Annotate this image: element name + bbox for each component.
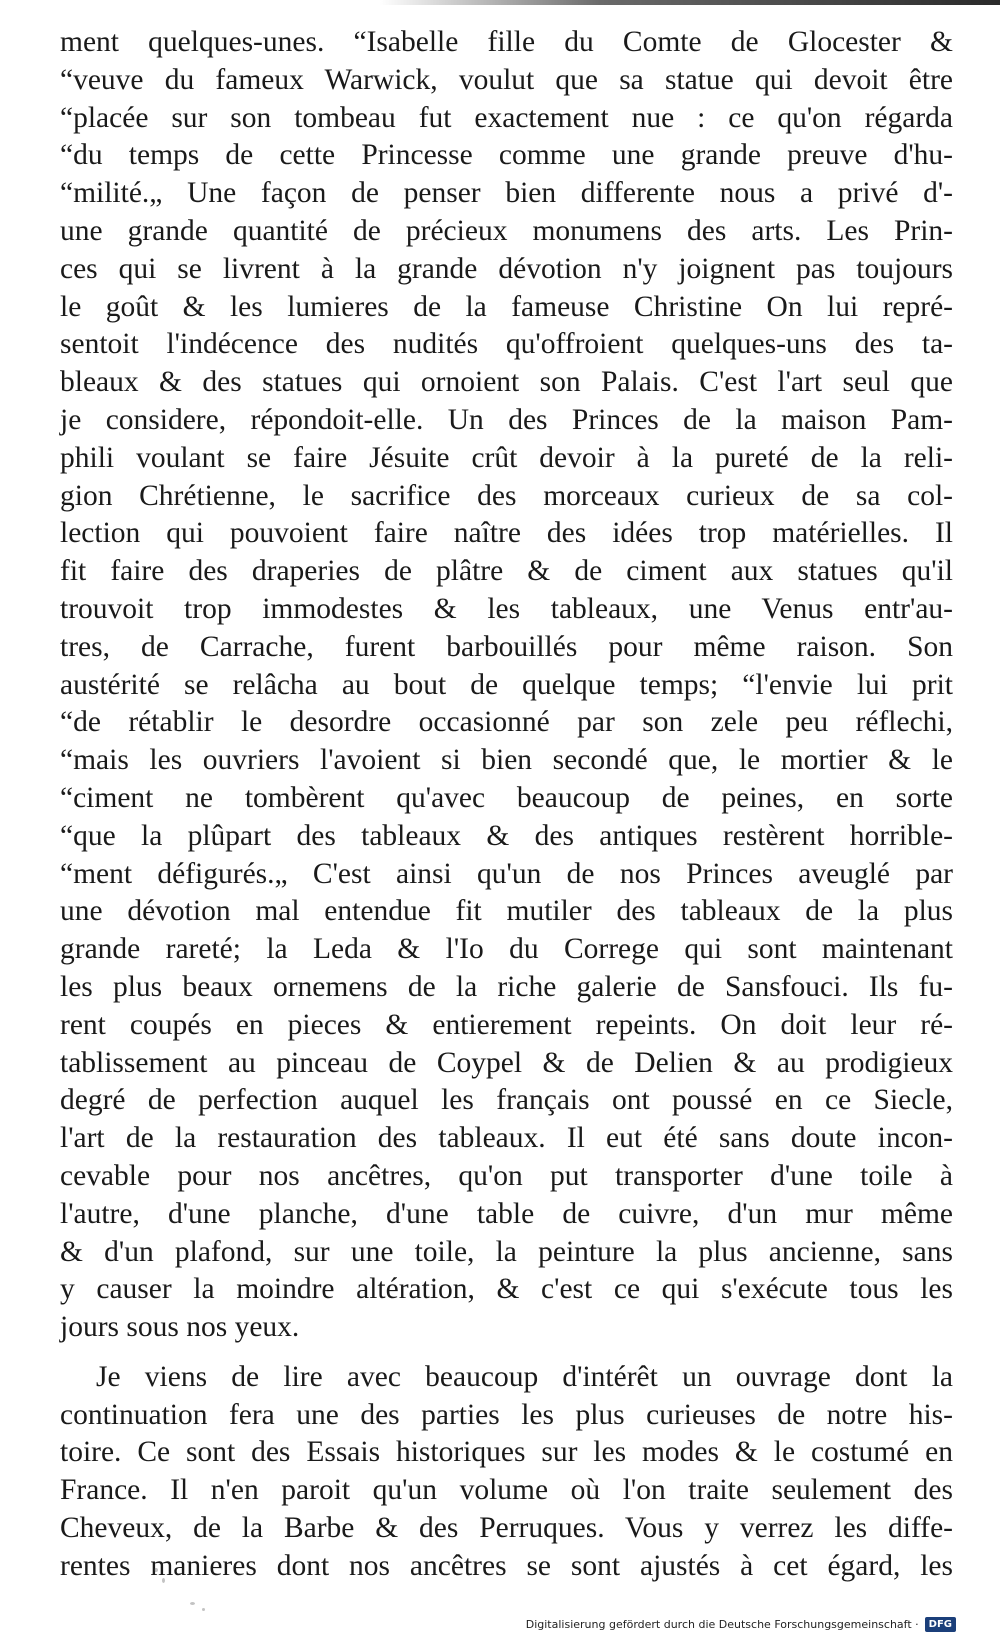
text-line: austérité se relâcha au bout de quelque temps; “l'envie lui prit	[60, 668, 953, 701]
paragraph-2	[60, 1359, 953, 1586]
text-line: Je viens de lire avec beaucoup d'intérêt un ouvrage dont la	[96, 1360, 953, 1393]
text-line: “veuve du fameux Warwick, voulut que sa statue qui devoit être	[60, 63, 953, 96]
footer-credit: Digitalisierung gefördert durch die Deutsche Forschungsgemeinschaft ·	[525, 1618, 919, 1631]
text-line: trouvoit trop immodestes & les tableaux, une Venus entr'au-	[60, 592, 953, 625]
scan-speck	[154, 1568, 158, 1572]
scan-speck	[202, 1608, 205, 1611]
text-line: “que la plûpart des tableaux & des antiques restèrent horrible-	[60, 819, 953, 852]
digitization-footer	[526, 1617, 956, 1632]
text-line: ces qui se livrent à la grande dévotion n'y joignent pas toujours	[60, 252, 953, 285]
text-line: tablissement au pinceau de Coypel & de Delien & au prodigieux	[60, 1046, 953, 1079]
text-line: & d'un plafond, sur une toile, la peinture la plus ancienne, sans	[60, 1235, 953, 1268]
text-line: phili voulant se faire Jésuite crût devoir à la pureté de la reli-	[60, 441, 953, 474]
text-line: “milité.„ Une façon de penser bien differente nous a privé d'-	[60, 177, 953, 210]
text-line: France. Il n'en paroit qu'un volume où l'on traite seulement des	[60, 1474, 953, 1507]
page-body	[60, 24, 953, 1586]
text-line: “du temps de cette Princesse comme une grande preuve d'hu-	[60, 139, 953, 172]
scan-speck	[190, 1602, 195, 1605]
text-line: rentes manieres dont nos ancêtres se sont ajustés à cet égard, les	[60, 1549, 953, 1582]
scan-speck	[162, 1578, 165, 1583]
text-line: fit faire des draperies de plâtre & de ciment aux statues qu'il	[60, 555, 953, 588]
text-line: cevable pour nos ancêtres, qu'on put transporter d'une toile à	[60, 1159, 953, 1192]
text-line: jours sous nos yeux.	[60, 1311, 300, 1344]
text-line: continuation fera une des parties les plus curieuses de notre his-	[60, 1398, 953, 1431]
text-line: le goût & les lumieres de la fameuse Christine On lui repré-	[60, 290, 953, 323]
text-line: “mais les ouvriers l'avoient si bien secondé que, le mortier & le	[60, 744, 953, 777]
text-line: “ment défigurés.„ C'est ainsi qu'un de nos Princes aveuglé par	[60, 857, 953, 890]
text-line: “placée sur son tombeau fut exactement nue : ce qu'on régarda	[60, 101, 953, 134]
paragraph-1	[60, 24, 953, 1347]
text-line: grande rareté; la Leda & l'Io du Correge qui sont maintenant	[60, 933, 953, 966]
text-line: degré de perfection auquel les français ont poussé en ce Siecle,	[60, 1084, 953, 1117]
text-line: ment quelques-unes. “Isabelle fille du Comte de Glocester &	[60, 26, 953, 58]
paragraph-spacer	[60, 1347, 953, 1359]
text-line: “de rétablir le desordre occasionné par son zele peu réflechi,	[60, 706, 953, 739]
text-line: je considere, répondoit-elle. Un des Princes de la maison Pam-	[60, 403, 953, 436]
text-line: “ciment ne tombèrent qu'avec beaucoup de peines, en sorte	[60, 781, 953, 814]
text-line: bleaux & des statues qui ornoient son Palais. C'est l'art seul que	[60, 366, 953, 399]
text-line: sentoit l'indécence des nudités qu'offroient quelques-uns des ta-	[60, 328, 953, 361]
text-line: rent coupés en pieces & entierement repeints. On doit leur ré-	[60, 1008, 953, 1041]
text-line: tres, de Carrache, furent barbouillés pour même raison. Son	[60, 630, 953, 663]
text-line: gion Chrétienne, le sacrifice des morceaux curieux de sa col-	[60, 479, 953, 512]
text-line: y causer la moindre altération, & c'est ce qui s'exécute tous les	[60, 1273, 953, 1306]
text-line: lection qui pouvoient faire naître des idées trop matérielles. Il	[60, 517, 953, 550]
text-line: les plus beaux ornemens de la riche galerie de Sansfouci. Ils fu-	[60, 970, 953, 1003]
text-line: toire. Ce sont des Essais historiques sur les modes & le costumé en	[60, 1436, 953, 1469]
text-line: Cheveux, de la Barbe & des Perruques. Vous y verrez les diffe-	[60, 1512, 953, 1545]
dfg-logo-icon: DFG	[925, 1617, 956, 1632]
scan-specks	[150, 1562, 220, 1622]
page-top-edge	[0, 0, 1000, 5]
text-line: l'autre, d'une planche, d'une table de cuivre, d'un mur même	[60, 1197, 953, 1230]
text-line: une dévotion mal entendue fit mutiler des tableaux de la plus	[60, 895, 953, 928]
text-line: l'art de la restauration des tableaux. Il eut été sans doute incon-	[60, 1122, 953, 1155]
text-line: une grande quantité de précieux monumens des arts. Les Prin-	[60, 214, 953, 247]
